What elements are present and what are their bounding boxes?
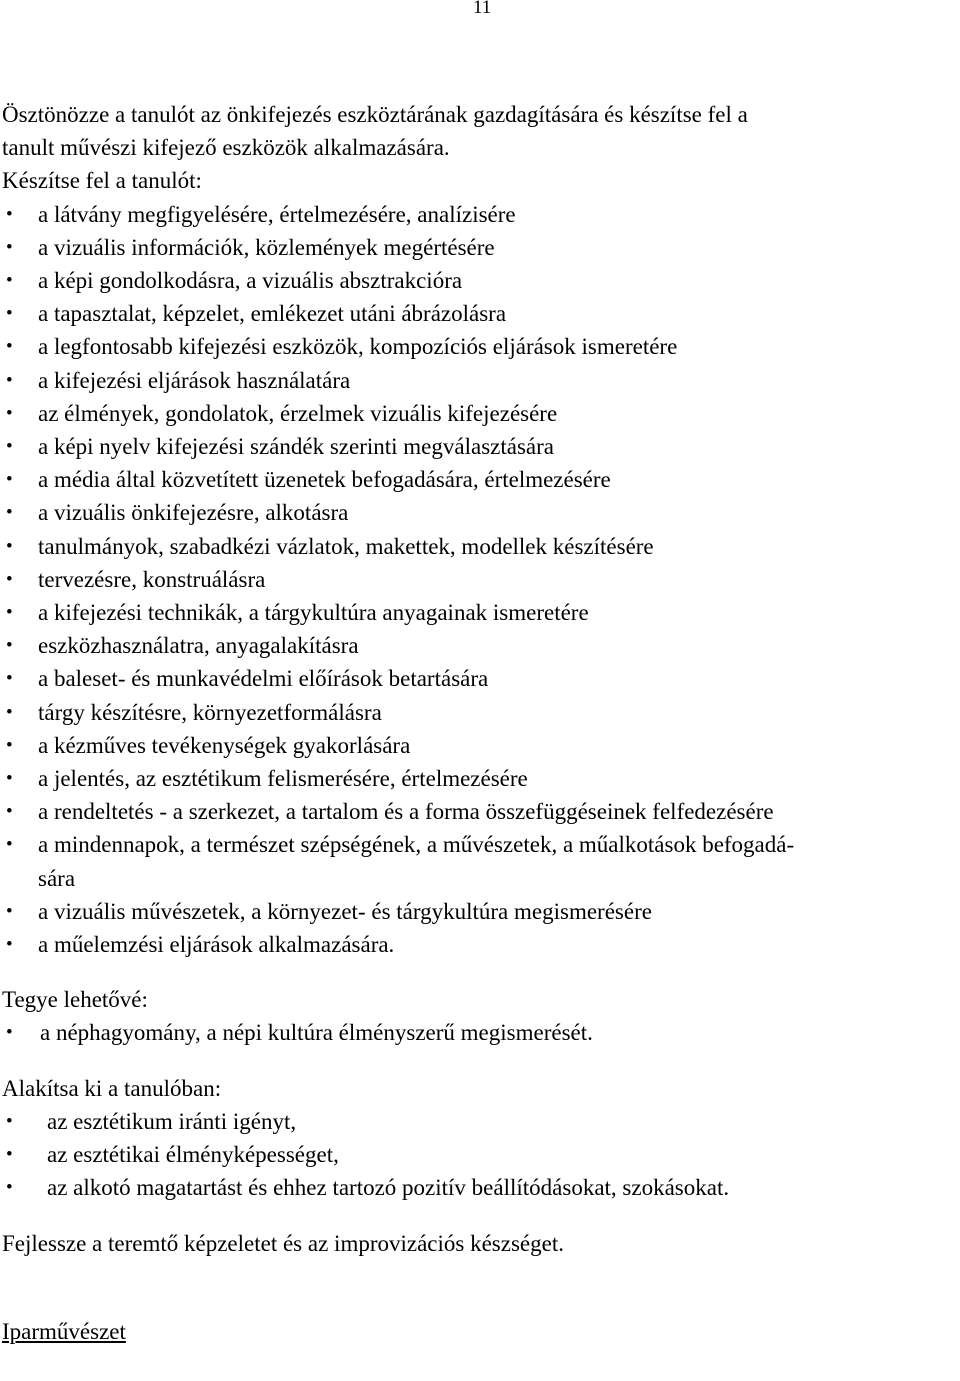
list-item-text: a vizuális önkifejezésre, alkotásra	[38, 500, 349, 526]
list-item	[2, 1138, 960, 1171]
bullet-icon: •	[6, 436, 13, 458]
list-item	[2, 297, 960, 330]
prepare-list	[2, 198, 960, 962]
bullet-icon: •	[6, 768, 13, 790]
intro-line-1: Ösztönözze a tanulót az önkifejezés eszköztárának gazdagítására és készítse fel a	[2, 102, 748, 127]
bullet-icon: •	[6, 734, 13, 756]
list-item-text: a kifejezési technikák, a tárgykultúra anyagainak ismeretére	[38, 600, 589, 626]
list-item-text-continued: sára	[38, 865, 76, 891]
list-item	[2, 662, 960, 695]
list-item-text: tanulmányok, szabadkézi vázlatok, makettek, modellek készítésére	[38, 533, 654, 559]
bullet-icon: •	[6, 1177, 13, 1199]
bullet-icon: •	[6, 502, 13, 524]
list-item-text: az élmények, gondolatok, érzelmek vizuális kifejezésére	[38, 400, 558, 426]
list-item	[2, 364, 960, 397]
list-item-text: a mindennapok, a természet szépségének, a művészetek, a műalkotások befogadá-	[38, 832, 795, 858]
list-item-text: a jelentés, az esztétikum felismerésére, értelmezésére	[38, 766, 528, 792]
bullet-icon: •	[6, 934, 13, 956]
list-item-text: a média által közvetített üzenetek befogadására, értelmezésére	[38, 467, 611, 493]
list-item	[2, 895, 960, 928]
intro-line-2: tanult művészi kifejező eszközök alkalmazására.	[2, 135, 450, 161]
bullet-icon: •	[6, 701, 13, 723]
bullet-icon: •	[6, 369, 13, 391]
list-item	[2, 397, 960, 430]
list-item-text: eszközhasználatra, anyagalakításra	[38, 633, 359, 659]
list-item-text: az esztétikai élményképességet,	[47, 1142, 339, 1168]
list-item-text: a képi nyelv kifejezési szándék szerinti megválasztására	[38, 434, 554, 460]
list-item-text: a vizuális információk, közlemények megértésére	[38, 234, 495, 260]
bullet-icon: •	[6, 834, 13, 856]
list-item	[2, 696, 960, 729]
bullet-icon: •	[6, 469, 13, 491]
list-item	[2, 596, 960, 629]
list-item	[2, 198, 960, 231]
list-item	[2, 629, 960, 662]
bullet-icon: •	[6, 336, 13, 358]
bullet-icon: •	[6, 900, 13, 922]
list-item	[2, 1105, 960, 1138]
list-item	[2, 563, 960, 596]
bullet-icon: •	[6, 535, 13, 557]
bullet-icon: •	[6, 1022, 13, 1044]
list-item-text: a tapasztalat, képzelet, emlékezet utáni ábrázolásra	[38, 301, 507, 327]
bullet-icon: •	[6, 602, 13, 624]
document-body	[2, 98, 960, 1348]
list-item	[2, 928, 960, 961]
list-item-text: a látvány megfigyelésére, értelmezésére, analízisére	[38, 201, 516, 227]
list-item	[2, 1171, 960, 1204]
list-item-text: a rendeltetés - a szerkezet, a tartalom és a forma összefüggéseinek felfedezésére	[38, 799, 774, 825]
list-item	[2, 430, 960, 463]
bullet-icon: •	[6, 1144, 13, 1166]
page-number: 11	[473, 0, 492, 18]
list-item-text: a vizuális művészetek, a környezet- és tárgykultúra megismerésére	[38, 898, 652, 924]
prepare-heading: Készítse fel a tanulót:	[2, 168, 202, 194]
list-item	[2, 496, 960, 529]
list-item-text: a kifejezési eljárások használatára	[38, 367, 351, 393]
list-item-text: a képi gondolkodásra, a vizuális absztrakcióra	[38, 268, 463, 294]
list-item-text: tárgy készítésre, környezetformálásra	[38, 699, 382, 725]
list-item-text: az alkotó magatartást és ehhez tartozó pozitív beállítódásokat, szokásokat.	[47, 1175, 730, 1201]
list-item-text: a néphagyomány, a népi kultúra élményszerű megismerését.	[40, 1020, 593, 1046]
list-item	[2, 463, 960, 496]
list-item-text: a baleset- és munkavédelmi előírások betartására	[38, 666, 489, 692]
closing-paragraph: Fejlessze a teremtő képzeletet és az improvizációs készséget.	[2, 1230, 564, 1256]
list-item	[2, 828, 960, 894]
list-item	[2, 795, 960, 828]
section-title: Iparművészet	[2, 1318, 126, 1344]
bullet-icon: •	[6, 668, 13, 690]
list-item	[2, 330, 960, 363]
list-item	[2, 231, 960, 264]
list-item-text: tervezésre, konstruálásra	[38, 566, 266, 592]
bullet-icon: •	[6, 801, 13, 823]
bullet-icon: •	[6, 635, 13, 657]
bullet-icon: •	[6, 270, 13, 292]
bullet-icon: •	[6, 402, 13, 424]
bullet-icon: •	[6, 568, 13, 590]
list-item	[2, 1016, 960, 1049]
list-item	[2, 264, 960, 297]
list-item-text: a legfontosabb kifejezési eszközök, kompozíciós eljárások ismeretére	[38, 334, 678, 360]
bullet-icon: •	[6, 1110, 13, 1132]
develop-list	[2, 1105, 960, 1205]
enable-heading: Tegye lehetővé:	[2, 987, 148, 1013]
bullet-icon: •	[6, 303, 13, 325]
bullet-icon: •	[6, 236, 13, 258]
list-item-text: az esztétikum iránti igényt,	[47, 1108, 297, 1134]
bullet-icon: •	[6, 203, 13, 225]
list-item-text: a műelemzési eljárások alkalmazására.	[38, 932, 395, 958]
develop-heading: Alakítsa ki a tanulóban:	[2, 1075, 222, 1101]
enable-list	[2, 1016, 960, 1049]
list-item	[2, 530, 960, 563]
list-item	[2, 729, 960, 762]
list-item	[2, 762, 960, 795]
list-item-text: a kézműves tevékenységek gyakorlására	[38, 732, 411, 758]
